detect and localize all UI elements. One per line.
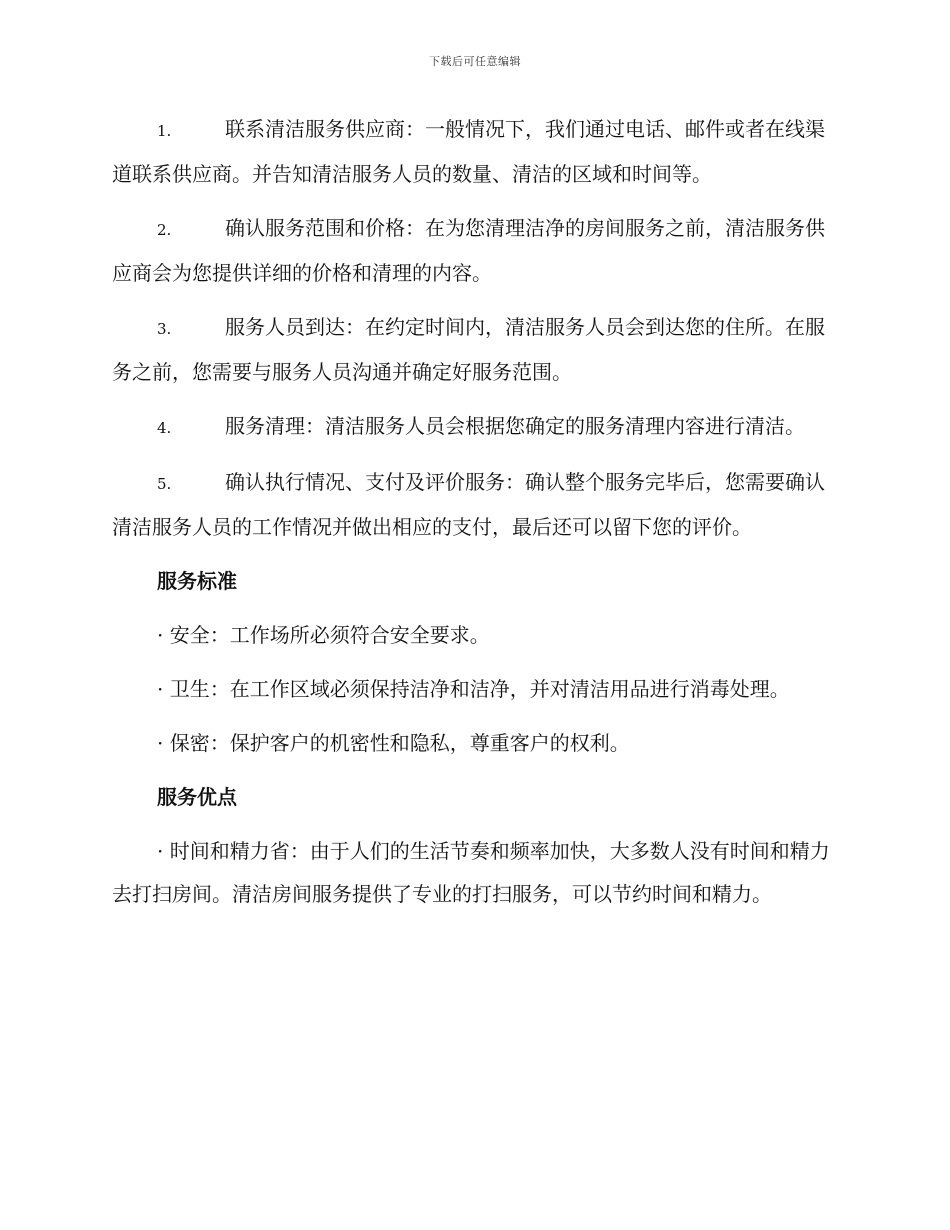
bullet-item-hygiene: · 卫生：在工作区域必须保持洁净和洁净，并对清洁用品进行消毒处理。 [157, 677, 790, 701]
numbered-item-3 [112, 306, 836, 394]
item-text: 确认服务范围和价格：在为您清理洁净的房间服务之前，清洁服务供应商会为您提供详细的价格和清理的内容。 [112, 216, 825, 285]
header-note: 下载后可任意编辑 [429, 55, 521, 68]
numbered-item-1 [112, 108, 836, 196]
numbered-item-5 [112, 461, 836, 549]
item-text: 联系清洁服务供应商：一般情况下，我们通过电话、邮件或者在线渠道联系供应商。并告知清洁服务人员的数量、清洁的区域和时间等。 [112, 117, 825, 186]
document-body [112, 108, 836, 927]
item-text: 服务清理：清洁服务人员会根据您确定的服务清理内容进行清洁。 [225, 414, 805, 438]
numbered-item-2 [112, 207, 836, 295]
item-number: 2. [157, 221, 172, 239]
item-number: 1. [157, 122, 172, 140]
item-number: 5. [157, 475, 172, 493]
bullet-item-time-saving: · 时间和精力省：由于人们的生活节奏和频率加快，大多数人没有时间和精力去打扫房间。清洁房间服务提供了专业的打扫服务，可以节约时间和精力。 [112, 839, 830, 906]
section-title-standards: 服务标准 [157, 569, 237, 593]
bullet-item-confidentiality: · 保密：保护客户的机密性和隐私，尊重客户的权利。 [157, 731, 630, 755]
item-number: 4. [157, 419, 172, 437]
item-text: 服务人员到达：在约定时间内，清洁服务人员会到达您的住所。在服务之前，您需要与服务人员沟通并确定好服务范围。 [112, 315, 825, 384]
bullet-item-safety: · 安全：工作场所必须符合安全要求。 [157, 623, 490, 647]
item-number: 3. [157, 320, 172, 338]
section-title-advantages: 服务优点 [157, 785, 237, 809]
item-text: 确认执行情况、支付及评价服务：确认整个服务完毕后，您需要确认清洁服务人员的工作情况并做出相应的支付，最后还可以留下您的评价。 [112, 470, 825, 539]
numbered-item-4 [112, 405, 836, 450]
